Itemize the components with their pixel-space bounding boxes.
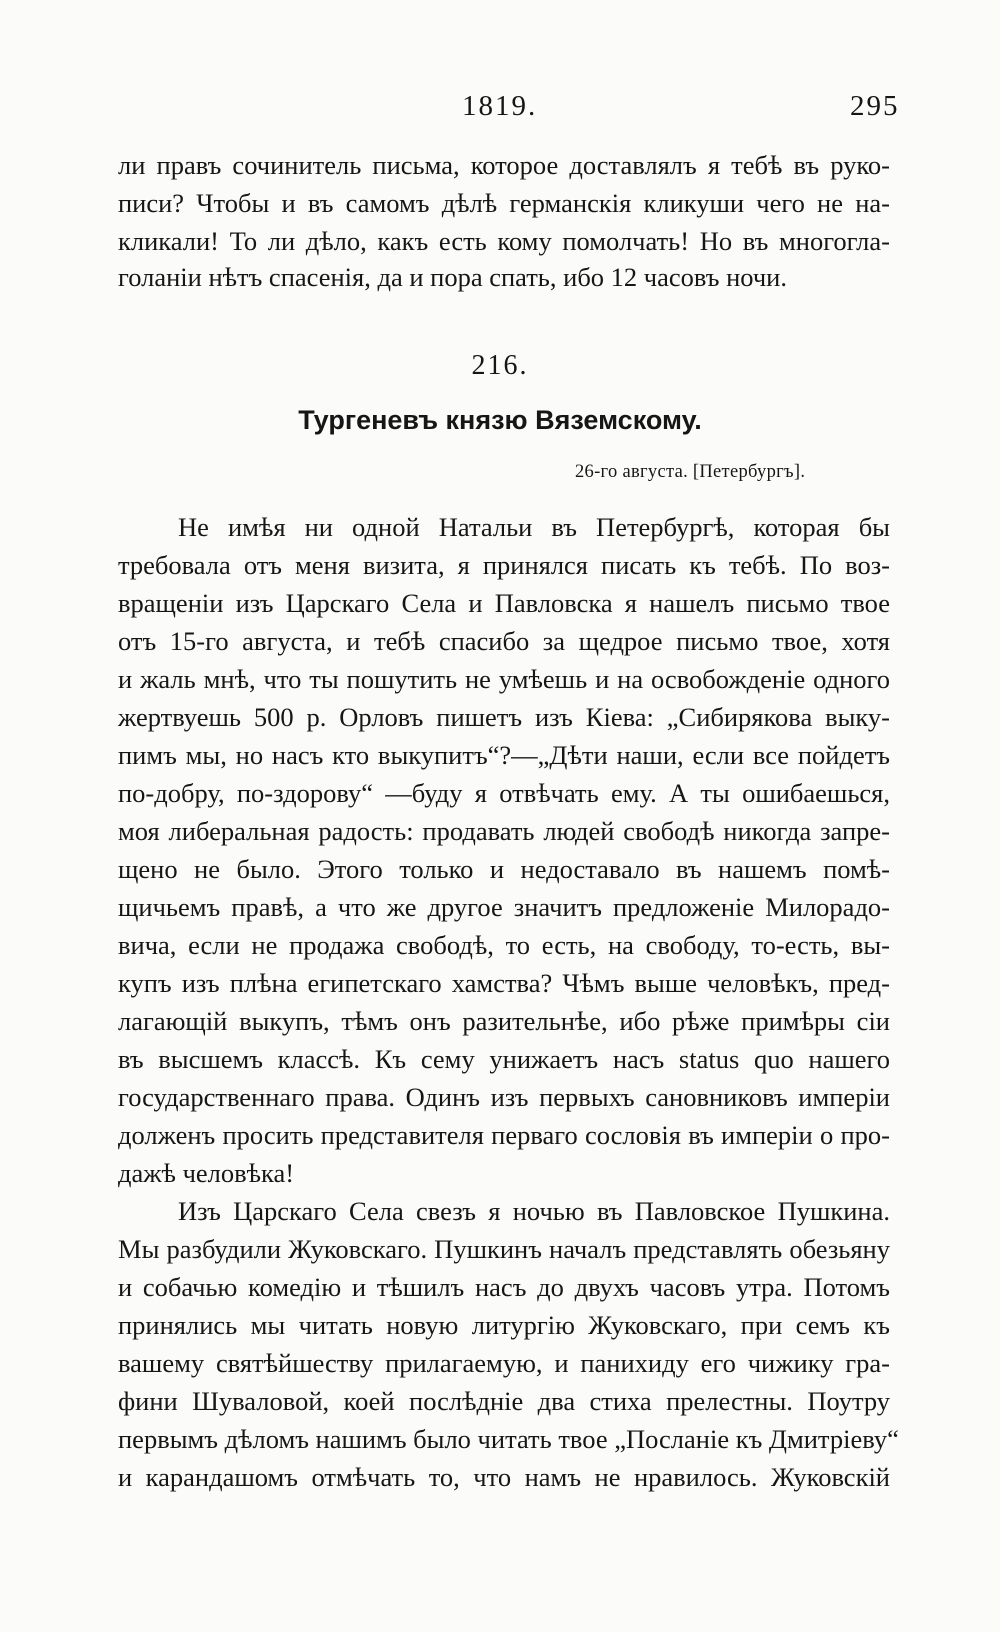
page-header <box>0 90 1000 130</box>
text-line: дажѣ человѣка! <box>118 1158 295 1188</box>
text-line: жертвуешь 500 р. Орловъ пишетъ изъ Кіева: „Сибирякова выку- <box>118 702 890 732</box>
text-line: вашему святѣйшеству прилагаемую, и панихиду его чижику гра- <box>118 1348 890 1378</box>
letter-heading: Тургеневъ князю Вяземскому. <box>298 405 702 435</box>
text-line: требовала отъ меня визита, я принялся писать къ тебѣ. По воз- <box>118 550 890 580</box>
text-line: и жаль мнѣ, что ты пошутить не умѣешь и на освобожденіе одного <box>118 664 890 694</box>
text-line: щичьемъ правѣ, а что же другое значитъ предложеніе Милорадо- <box>118 892 890 922</box>
text-line: принялись мы читать новую литургію Жуковскаго, при семъ къ <box>118 1310 890 1340</box>
text-line: купъ изъ плѣна египетскаго хамства? Чѣмъ выше человѣкъ, пред- <box>118 968 890 998</box>
text-line: пимъ мы, но насъ кто выкупитъ“?—„Дѣти наши, если все пойдетъ <box>118 740 890 770</box>
text-line: Мы разбудили Жуковскаго. Пушкинъ началъ представлять обезьяну <box>118 1234 890 1264</box>
text-line: государственнаго права. Одинъ изъ первыхъ сановниковъ имперіи <box>118 1082 890 1112</box>
text-line: вращеніи изъ Царскаго Села и Павловска я нашелъ письмо твое <box>118 588 890 618</box>
text-line: въ высшемъ классѣ. Къ сему унижаетъ насъ status quo нашего <box>118 1044 890 1074</box>
text-line: моя либеральная радость: продавать людей свободѣ никогда запре- <box>118 816 890 846</box>
running-head-year: 1819. <box>462 90 538 122</box>
page-number: 295 <box>850 90 900 122</box>
text-line: и карандашомъ отмѣчать то, что намъ не нравилось. Жуковскій <box>118 1462 890 1492</box>
text-line: долженъ просить представителя перваго сословія въ имперіи о про- <box>118 1120 890 1150</box>
text-line: отъ 15-го августа, и тебѣ спасибо за щедрое письмо твое, хотя <box>118 626 890 656</box>
text-line: Не имѣя ни одной Натальи въ Петербургѣ, которая бы <box>178 512 890 542</box>
text-line: вича, если не продажа свободѣ, то есть, на свободу, то-есть, вы- <box>118 930 890 960</box>
text-line: щено не было. Этого только и недоставало въ нашемъ помѣ- <box>118 854 890 884</box>
text-line: и собачью комедію и тѣшилъ насъ до двухъ часовъ утра. Потомъ <box>118 1272 890 1302</box>
text-line: писи? Чтобы и въ самомъ дѣлѣ германскія кликуши чего не на- <box>118 188 890 218</box>
text-line: лагающій выкупъ, тѣмъ онъ разительнѣе, ибо рѣже примѣры сіи <box>118 1006 890 1036</box>
letter-dateline: 26-го августа. [Петербургъ]. <box>575 462 806 482</box>
text-line: первымъ дѣломъ нашимъ было читать твое „Посланіе къ Дмитріеву“ <box>118 1424 899 1454</box>
text-line: голаніи нѣтъ спасенія, да и пора спать, ибо 12 часовъ ночи. <box>118 262 787 292</box>
letter-number: 216. <box>471 350 529 381</box>
text-line: по-добру, по-здорову“ —буду я отвѣчать ему. А ты ошибаешься, <box>118 778 890 808</box>
text-line: Изъ Царскаго Села свезъ я ночью въ Павловское Пушкина. <box>178 1196 890 1226</box>
text-line: фини Шуваловой, коей послѣдніе два стиха прелестны. Поутру <box>118 1386 890 1416</box>
text-line: кликали! То ли дѣло, какъ есть кому помолчать! Но въ многогла- <box>118 226 890 256</box>
text-line: ли правъ сочинитель письма, которое доставлялъ я тебѣ въ руко- <box>118 150 890 180</box>
